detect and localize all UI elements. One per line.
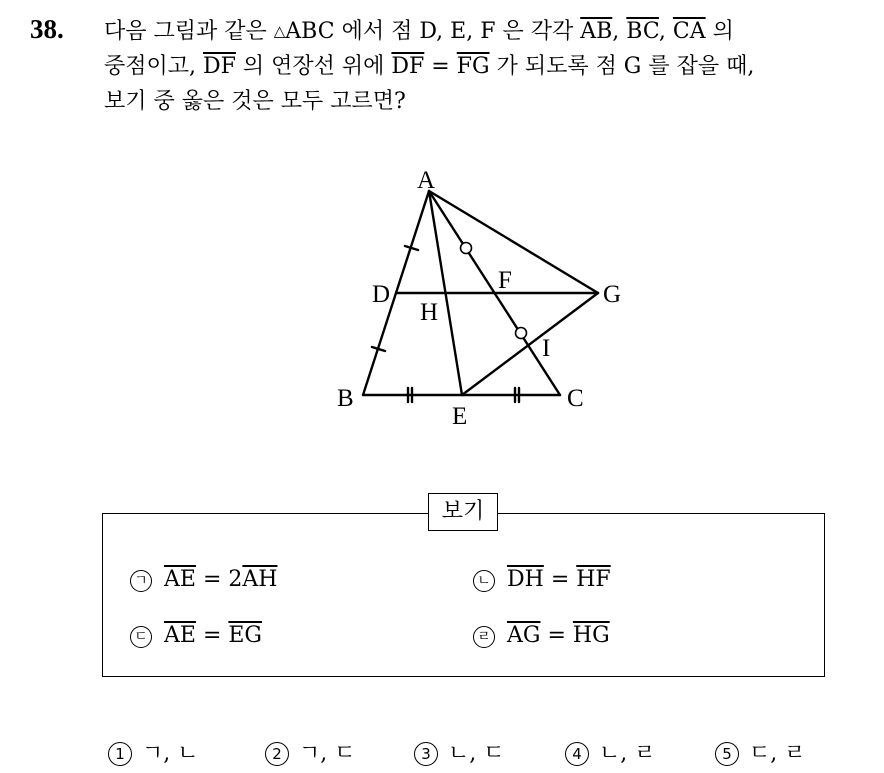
segment-ca: $\overline{CA}$ — [672, 19, 706, 44]
segment-eg — [462, 293, 598, 395]
choice-number-2: 2 — [265, 742, 289, 766]
bogi-item-2: ㄴ $\overline{DH} = \overline{HF}$ — [473, 567, 611, 592]
circle-mark-af — [461, 243, 472, 254]
question-line-3: 보기 중 옳은 것은 모두 고르면? — [104, 89, 406, 114]
question-line-1: 다음 그림과 같은 △ABC 에서 점 D, E, F 은 각각 $\overline{AB}$, $\overline{BC}$, $\overline{CA}$ 의 — [104, 19, 734, 44]
choice-5[interactable]: 5 ㄷ, ㄹ — [715, 736, 806, 767]
label-h: H — [420, 299, 439, 326]
segment-bc: $\overline{BC}$ — [626, 19, 659, 44]
choice-number-1: 1 — [108, 742, 132, 766]
triangle-symbol: △ — [273, 22, 286, 40]
question-line-2: 중점이고, $\overline{DF}$ 의 연장선 위에 $\overline{DF} = \overline{FG}$ 가 되도록 점 G 를 잡을 때, — [104, 54, 755, 79]
label-f: F — [498, 267, 512, 294]
bogi-box — [102, 513, 825, 677]
bogi-title: 보기 — [428, 493, 498, 531]
choice-4[interactable]: 4 ㄴ, ㄹ — [565, 736, 656, 767]
choice-number-4: 4 — [565, 742, 589, 766]
bogi-item-1: ㄱ $\overline{AE} = 2\overline{AH}$ — [130, 567, 277, 592]
label-d: D — [372, 281, 391, 308]
choice-3[interactable]: 3 ㄴ, ㄷ — [414, 736, 505, 767]
bogi-item-3: ㄷ $\overline{AE} = \overline{EG}$ — [130, 623, 262, 648]
segment-fg: $\overline{FG}$ — [456, 54, 490, 79]
mark-rieul: ㄹ — [473, 626, 495, 648]
segment-ag — [429, 191, 598, 293]
question-number: 38. — [30, 14, 64, 44]
choice-2[interactable]: 2 ㄱ, ㄷ — [265, 736, 356, 767]
label-i: I — [542, 335, 551, 362]
mark-digeut: ㄷ — [130, 626, 152, 648]
circle-mark-fi — [516, 328, 527, 339]
label-b: B — [337, 385, 354, 412]
mark-giyeok: ㄱ — [130, 570, 152, 592]
segment-df: $\overline{DF}$ — [203, 54, 236, 79]
segment-ab: $\overline{AB}$ — [580, 19, 613, 44]
label-c: C — [567, 385, 584, 412]
choice-number-5: 5 — [715, 742, 739, 766]
label-g: G — [603, 281, 622, 308]
segment-df-2: $\overline{DF}$ — [391, 54, 425, 79]
label-e: E — [452, 403, 468, 430]
mark-nieun: ㄴ — [473, 570, 495, 592]
choice-1[interactable]: 1 ㄱ, ㄴ — [108, 736, 199, 767]
bogi-item-4: ㄹ $\overline{AG} = \overline{HG}$ — [473, 623, 610, 648]
label-a: A — [417, 167, 436, 194]
choice-number-3: 3 — [414, 742, 438, 766]
